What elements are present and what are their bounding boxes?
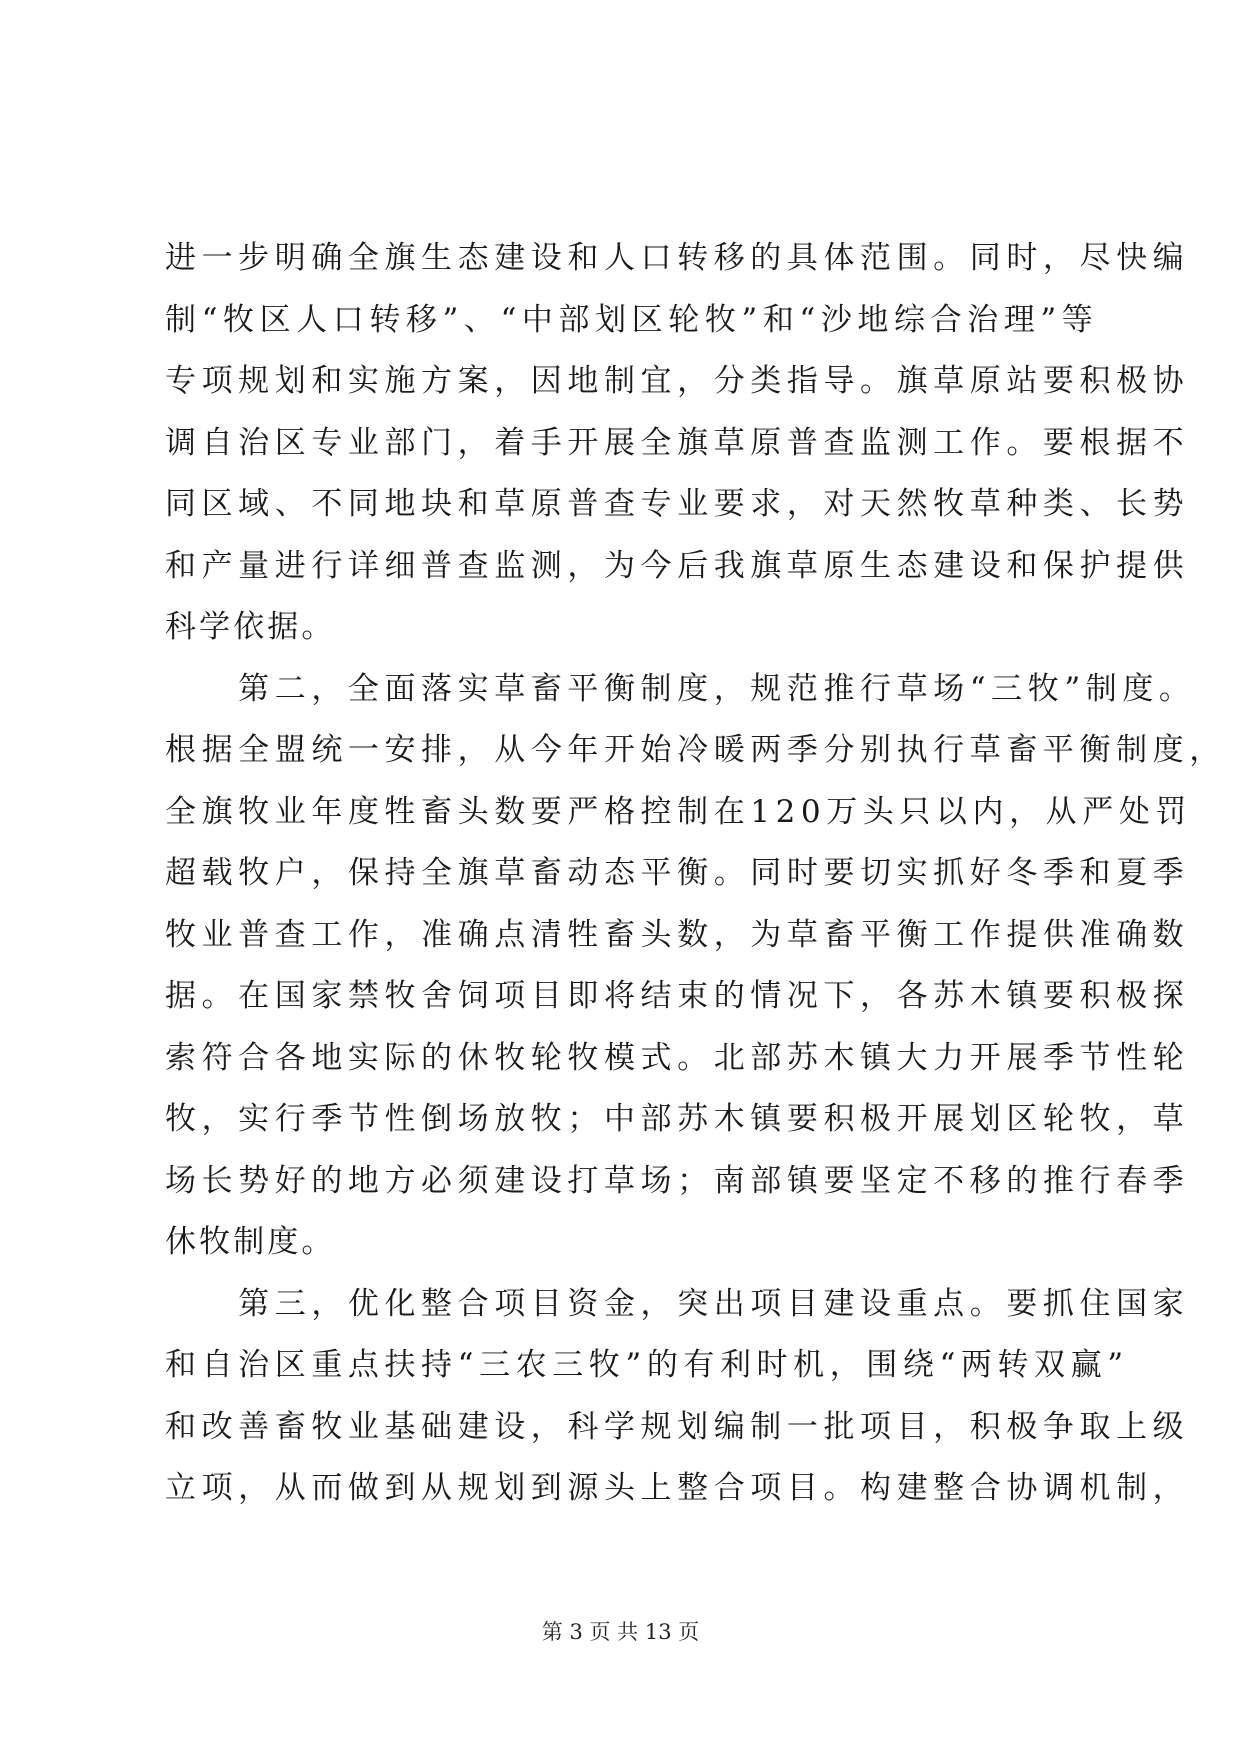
document-body	[165, 228, 1226, 1520]
text-line: 超载牧户，保持全旗草畜动态平衡。同时要切实抓好冬季和夏季	[165, 855, 1190, 891]
text-line: 第三，优化整合项目资金，突出项目建设重点。要抓住国家	[165, 1285, 1190, 1322]
text-line: 科学依据。	[165, 609, 336, 645]
text-line: 牧，实行季节性倒场放牧；中部苏木镇要积极开展划区轮牧，草	[165, 1101, 1190, 1137]
text-line: 第二，全面落实草畜平衡制度，规范推行草场“三牧”制度。	[165, 670, 1196, 707]
text-line: 场长势好的地方必须建设打草场；南部镇要坚定不移的推行春季	[165, 1162, 1190, 1199]
text-line: 牧业普查工作，准确点清牲畜头数，为草畜平衡工作提供准确数	[165, 916, 1190, 953]
text-line: 制“牧区人口转移”、“中部划区轮牧”和“沙地综合治理”等	[165, 301, 1099, 338]
text-line: 调自治区专业部门，着手开展全旗草原普查监测工作。要根据不	[165, 424, 1190, 461]
text-line: 专项规划和实施方案，因地制宜，分类指导。旗草原站要积极协	[165, 363, 1190, 399]
text-line: 休牧制度。	[165, 1224, 336, 1260]
text-line: 和产量进行详细普查监测，为今后我旗草原生态建设和保护提供	[165, 547, 1190, 584]
text-line: 立项，从而做到从规划到源头上整合项目。构建整合协调机制，	[165, 1470, 1190, 1506]
text-line: 据。在国家禁牧舍饲项目即将结束的情况下，各苏木镇要积极探	[165, 978, 1190, 1014]
page-number-footer: 第 3 页 共 13 页	[541, 1620, 700, 1644]
text-line: 进一步明确全旗生态建设和人口转移的具体范围。同时，尽快编	[165, 240, 1190, 276]
text-line: 索符合各地实际的休牧轮牧模式。北部苏木镇大力开展季节性轮	[165, 1039, 1190, 1076]
text-line: 和改善畜牧业基础建设，科学规划编制一批项目，积极争取上级	[165, 1408, 1190, 1445]
text-line: 全旗牧业年度牲畜头数要严格控制在120万头只以内，从严处罚	[165, 793, 1192, 830]
text-line: 和自治区重点扶持“三农三牧”的有利时机，围绕“两转双赢”	[165, 1347, 1129, 1383]
text-line: 根据全盟统一安排，从今年开始冷暖两季分别执行草畜平衡制度，	[165, 732, 1226, 768]
text-line: 同区域、不同地块和草原普查专业要求，对天然牧草种类、长势	[165, 486, 1190, 522]
